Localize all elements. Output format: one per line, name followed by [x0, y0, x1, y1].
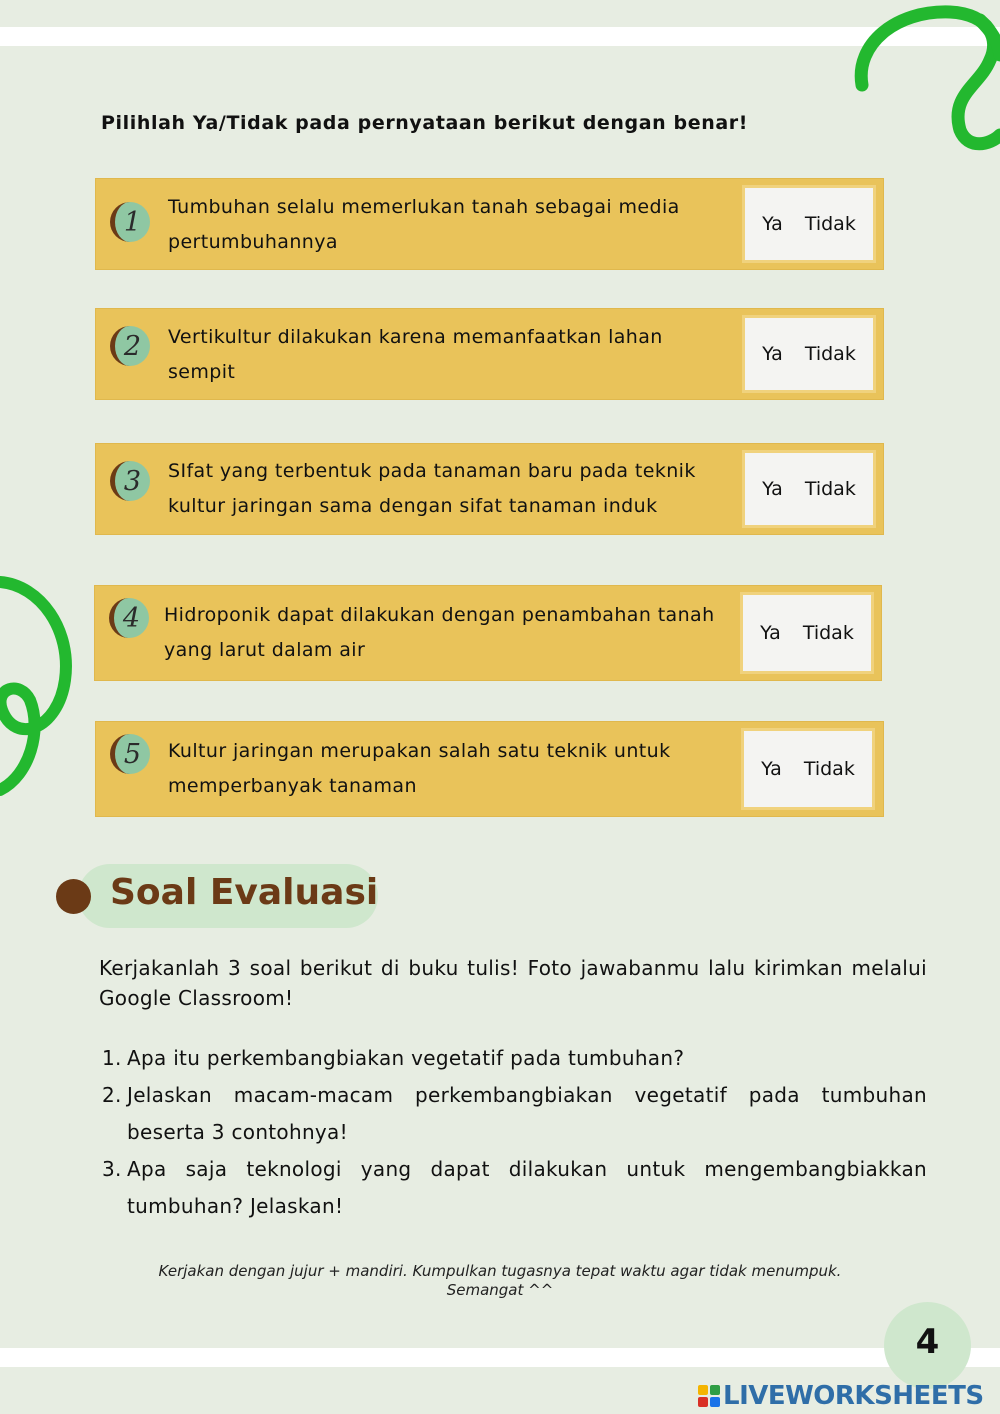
section-bullet-dot: [56, 879, 91, 914]
question-card-1: [95, 178, 884, 270]
option-tidak[interactable]: Tidak: [802, 622, 854, 644]
option-ya[interactable]: Ya: [760, 622, 781, 644]
question-statement: Hidroponik dapat dilakukan dengan penambahan tanah yang larut dalam air: [164, 604, 715, 661]
question-number-badge: 3: [110, 461, 150, 501]
answer-box[interactable]: [741, 728, 875, 810]
question-statement: Tumbuhan selalu memerlukan tanah sebagai media pertumbuhannya: [168, 196, 680, 253]
question-card-4: [94, 585, 882, 681]
question-number-badge: 4: [109, 598, 149, 638]
liveworksheets-logo: LIVEWORKSHEETS: [698, 1381, 984, 1411]
option-ya[interactable]: Ya: [762, 213, 783, 235]
answer-box[interactable]: [742, 185, 876, 263]
question-card-2: [95, 308, 884, 400]
bottom-stripe: [0, 1348, 1000, 1367]
option-ya[interactable]: Ya: [762, 478, 783, 500]
option-ya[interactable]: Ya: [761, 758, 782, 780]
question-statement: Vertikultur dilakukan karena memanfaatkan lahan sempit: [168, 326, 663, 383]
green-swirl-left: [0, 570, 80, 800]
option-tidak[interactable]: Tidak: [804, 343, 856, 365]
list-item: 2. Jelaskan macam-macam perkembangbiakan vegetatif pada tumbuhan beserta 3 contohnya!: [102, 1083, 927, 1144]
evaluation-instruction: Kerjakanlah 3 soal berikut di buku tulis! Foto jawabanmu lalu kirimkan melalui Google Classroom!: [99, 956, 927, 1010]
instruction-text: Pilihlah Ya/Tidak pada pernyataan berikut dengan benar!: [101, 112, 748, 134]
section-title: Soal Evaluasi: [110, 872, 379, 913]
list-item: 1. Apa itu perkembangbiakan vegetatif pada tumbuhan?: [102, 1046, 685, 1070]
page-number: 4: [915, 1322, 940, 1362]
question-statement: SIfat yang terbentuk pada tanaman baru pada teknik kultur jaringan sama dengan sifat tanaman induk: [168, 460, 696, 517]
list-item: 3. Apa saja teknologi yang dapat dilakukan untuk mengembangbiakkan tumbuhan? Jelaskan!: [102, 1157, 927, 1218]
answer-box[interactable]: [742, 450, 876, 528]
option-ya[interactable]: Ya: [762, 343, 783, 365]
option-tidak[interactable]: Tidak: [803, 758, 855, 780]
answer-box[interactable]: [740, 592, 874, 674]
question-number-badge: 2: [110, 326, 150, 366]
question-number-badge: 5: [110, 734, 150, 774]
question-card-3: [95, 443, 884, 535]
question-statement: Kultur jaringan merupakan salah satu teknik untuk memperbanyak tanaman: [168, 740, 671, 797]
option-tidak[interactable]: Tidak: [804, 478, 856, 500]
evaluation-question-list: [100, 1040, 927, 1225]
option-tidak[interactable]: Tidak: [804, 213, 856, 235]
green-swirl-top-right: [840, 0, 1000, 160]
answer-box[interactable]: [742, 315, 876, 393]
footnote: Kerjakan dengan jujur + mandiri. Kumpulkan tugasnya tepat waktu agar tidak menumpuk. Semangat ^^: [158, 1262, 842, 1299]
logo-grid-icon: [698, 1385, 720, 1407]
question-number-badge: 1: [110, 202, 150, 242]
question-card-5: [95, 721, 884, 817]
